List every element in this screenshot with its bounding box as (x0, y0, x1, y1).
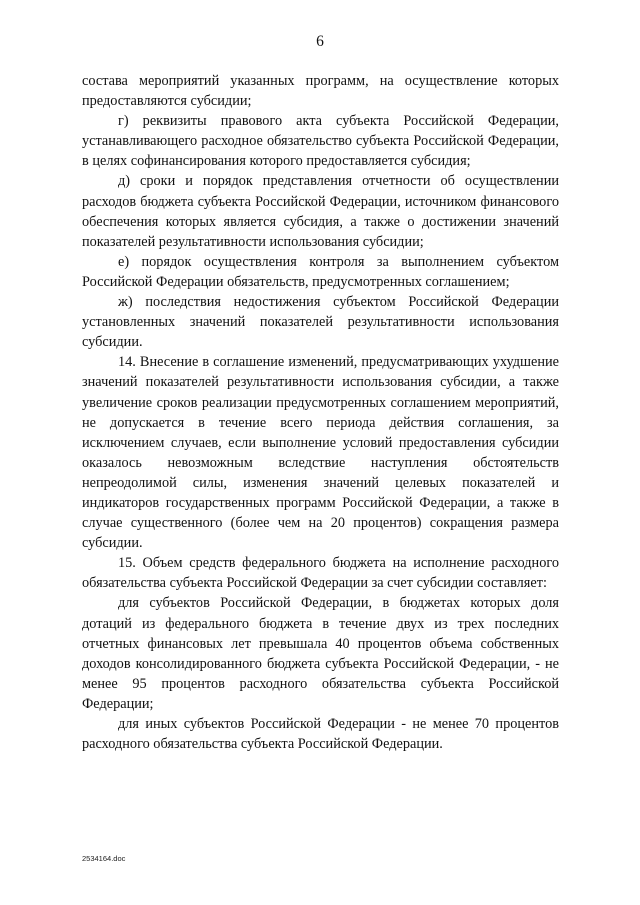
file-name-footer: 2534164.doc (82, 854, 126, 863)
document-body (82, 71, 559, 754)
paragraph-item-zh: ж) последствия недостижения субъектом Российской Федерации установленных значений показателей результативности использования субсидии. (82, 294, 559, 351)
paragraph-14: 14. Внесение в соглашение изменений, предусматривающих ухудшение значений показателей результативности использования субсидии, а также увеличение сроков реализации предусмотренных соглашением мероприятий, не допускается в течение всего периода действия соглашения, за исключением случаев, если выполнение условий предоставления субсидии оказалось невозможным вследствие наступления обстоятельств непреодолимой силы, изменения значений целевых показателей и индикаторов государственных программ Российской Федерации, а также в случае существенного (более чем на 20 процентов) сокращения размера субсидии. (82, 354, 559, 552)
paragraph-15-subsidized-regions: для субъектов Российской Федерации, в бюджетах которых доля дотаций из федерального бюджета в течение двух из трех последних отчетных финансовых лет превышала 40 процентов объема собственных доходов консолидированного бюджета субъекта Российской Федерации, - не менее 95 процентов расходного обязательства субъекта Российской Федерации; (82, 595, 559, 712)
paragraph-item-g: г) реквизиты правового акта субъекта Российской Федерации, устанавливающего расходное обязательство субъекта Российской Федерации, в целях софинансирования которого предоставляется субсидия; (82, 113, 559, 170)
paragraph-15-other-regions: для иных субъектов Российской Федерации - не менее 70 процентов расходного обязательства субъекта Российской Федерации. (82, 716, 559, 753)
paragraph-continuation: состава мероприятий указанных программ, на осуществление которых предоставляются субсидии; (82, 73, 559, 110)
page-number: 6 (316, 33, 324, 50)
paragraph-15: 15. Объем средств федерального бюджета на исполнение расходного обязательства субъекта Российской Федерации за счет субсидии составляет: (82, 555, 559, 592)
paragraph-item-e: е) порядок осуществления контроля за выполнением субъектом Российской Федерации обязательств, предусмотренных соглашением; (82, 253, 559, 290)
paragraph-item-d: д) сроки и порядок представления отчетности об осуществлении расходов бюджета субъекта Российской Федерации, источником финансового обеспечения которых является субсидия, а также о достижении значений показателей результативности использования субсидии; (82, 173, 559, 250)
